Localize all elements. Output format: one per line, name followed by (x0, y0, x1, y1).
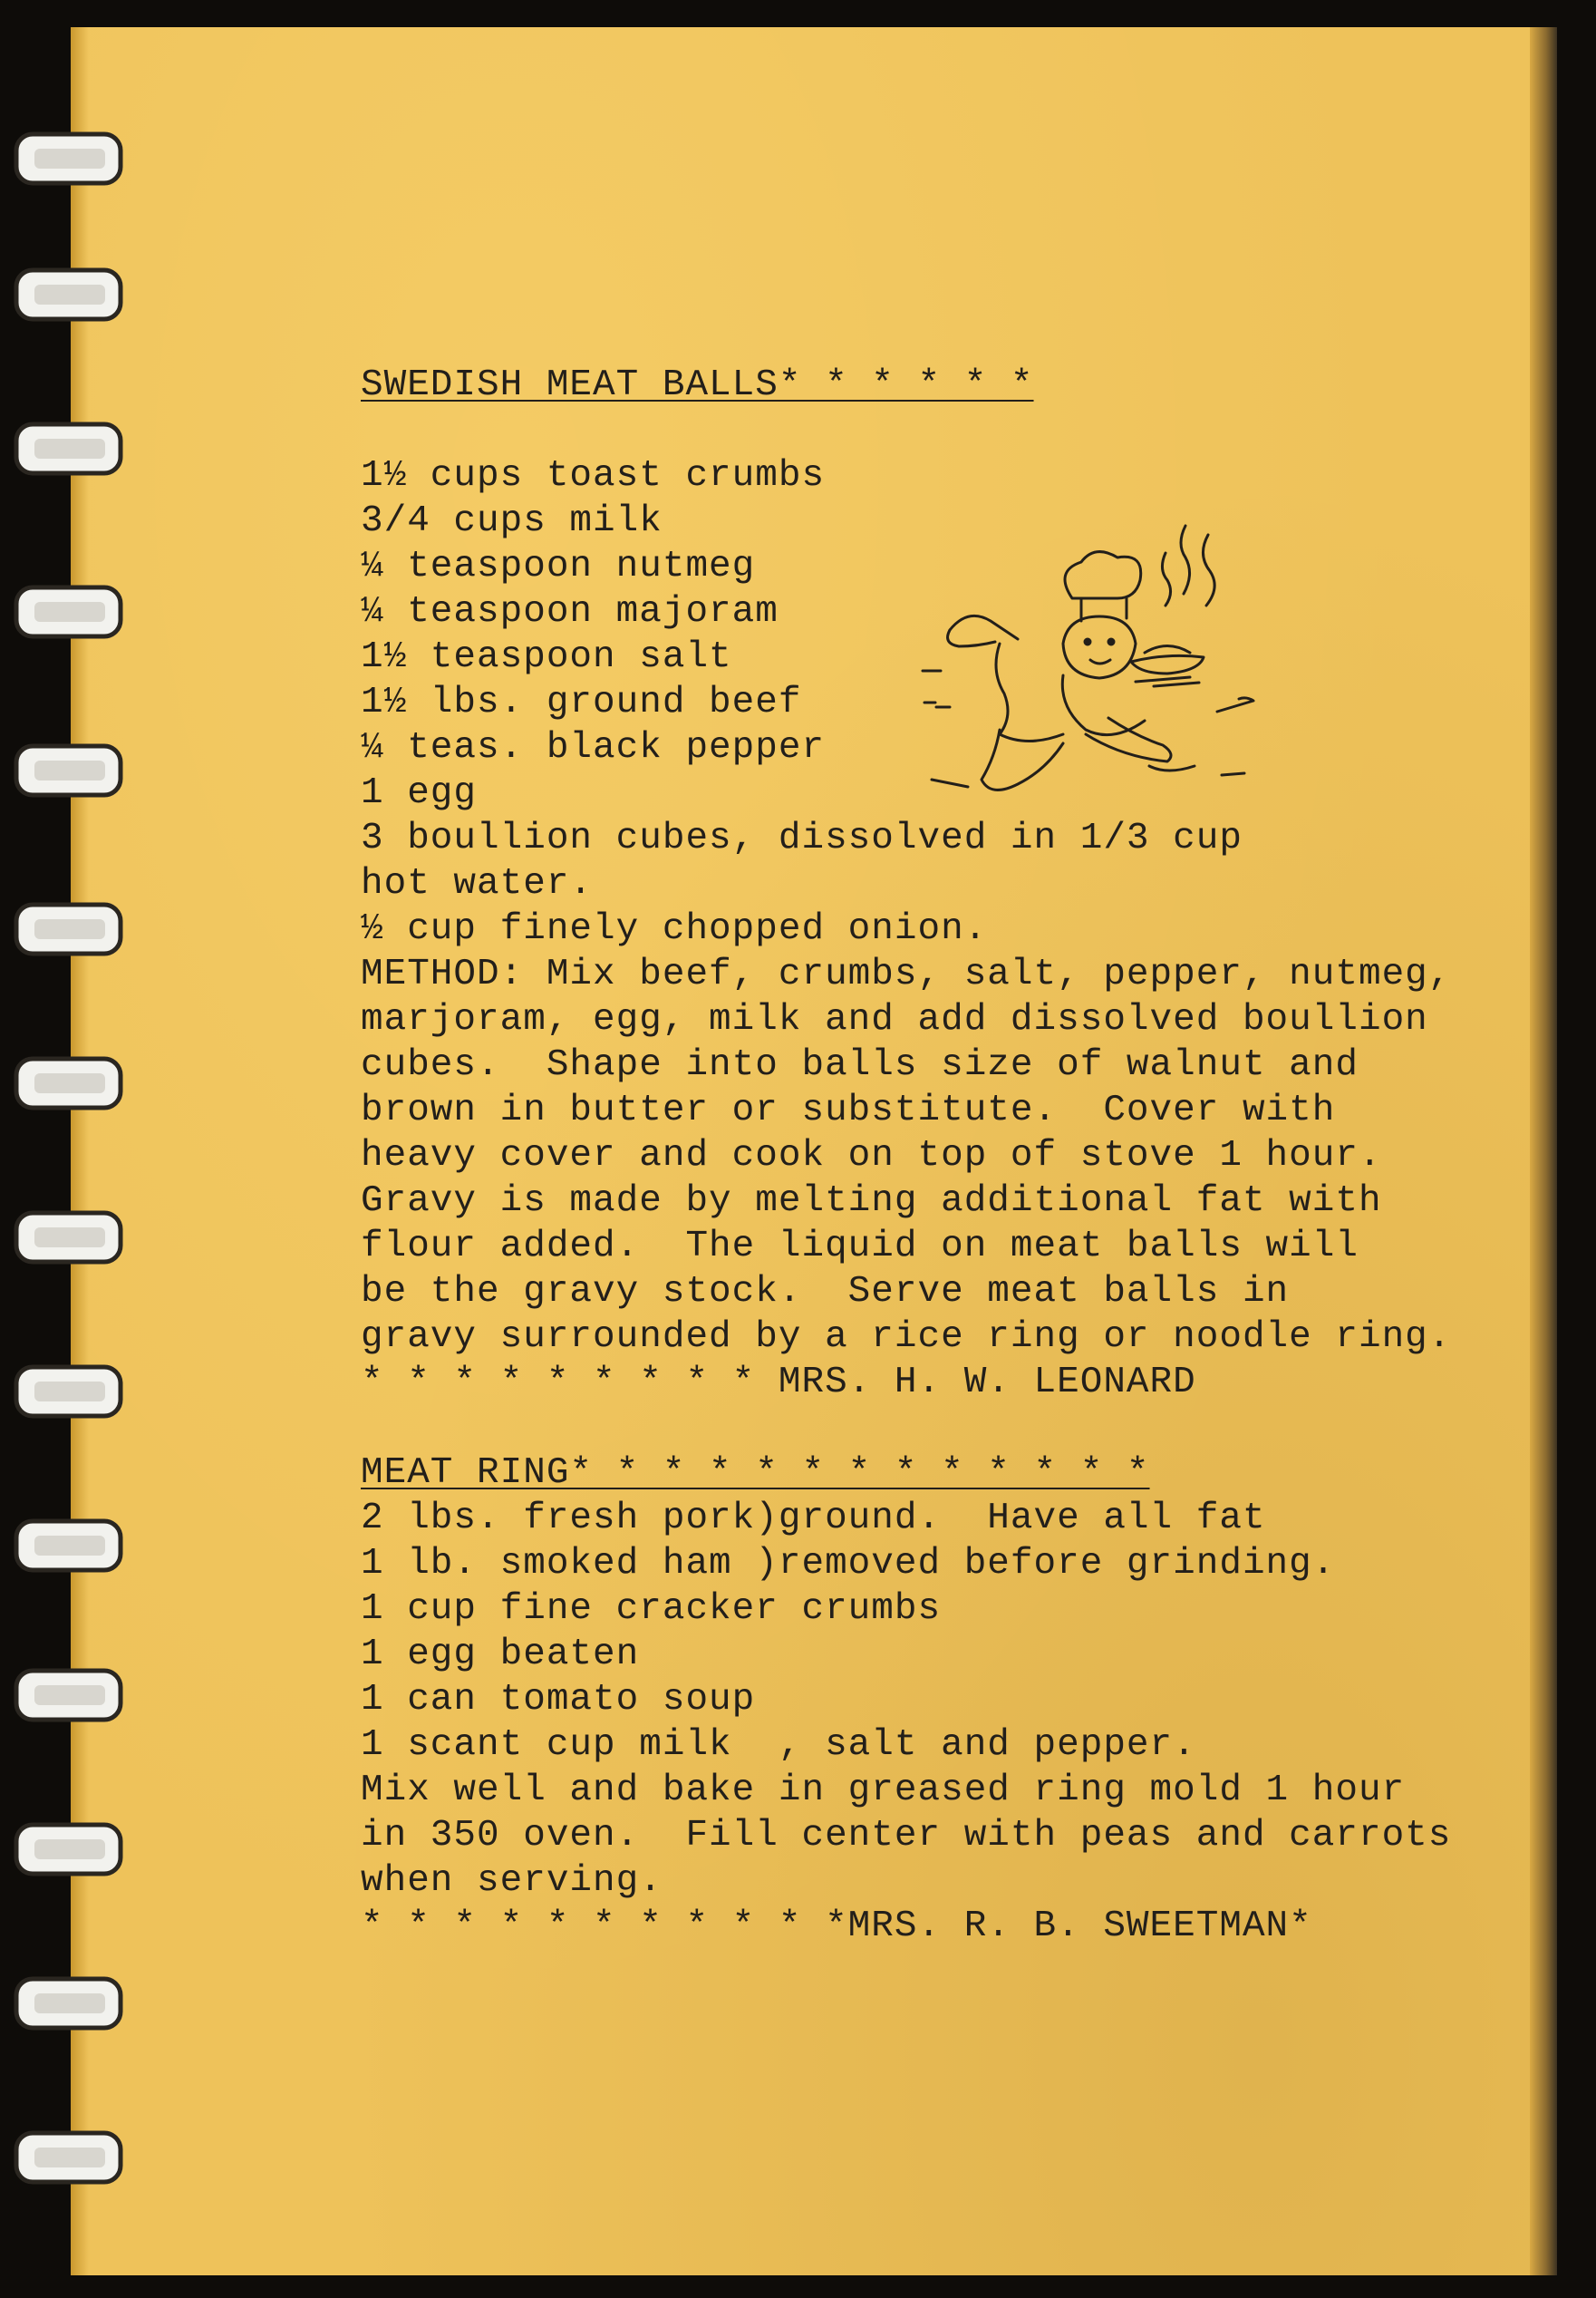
binding-ring-icon (7, 2126, 125, 2189)
binding-ring-icon (7, 1514, 125, 1577)
recipe-title-meat-ring: MEAT RING* * * * * * * * * * * * * (361, 1452, 1150, 1494)
recipe-line: flour added. The liquid on meat balls will (361, 1226, 1359, 1267)
recipe-line: 1½ teaspoon salt (361, 636, 732, 678)
recipe-line: 3 boullion cubes, dissolved in 1/3 cup (361, 818, 1243, 859)
recipe-signature-sweetman: * * * * * * * * * * *MRS. R. B. SWEETMAN* (361, 1905, 1312, 1947)
recipe-line: 1 lb. smoked ham )removed before grinding. (361, 1543, 1336, 1585)
binding-ring-icon (7, 1360, 125, 1423)
recipe-line: ½ cup finely chopped onion. (361, 908, 988, 950)
recipe-line: Gravy is made by melting additional fat with (361, 1180, 1382, 1222)
spacer (361, 1405, 1530, 1450)
recipe-line: heavy cover and cook on top of stove 1 hour. (361, 1135, 1382, 1177)
recipe-line: 1 egg (361, 772, 478, 814)
recipe-line: brown in butter or substitute. Cover with (361, 1090, 1336, 1131)
binding-ring-icon (7, 1818, 125, 1881)
recipe-line: hot water. (361, 863, 594, 905)
cookbook-page (71, 27, 1557, 2275)
page-gutter (71, 27, 89, 2275)
recipe-line: ¼ teaspoon majoram (361, 591, 779, 633)
recipe-line: METHOD: Mix beef, crumbs, salt, pepper, nutmeg, (361, 954, 1452, 995)
recipe-line: Mix well and bake in greased ring mold 1 hour (361, 1770, 1406, 1811)
recipe-line: 1½ lbs. ground beef (361, 682, 802, 723)
binding-ring-icon (7, 1052, 125, 1115)
recipe-line: cubes. Shape into balls size of walnut and (361, 1044, 1359, 1086)
binding-ring-icon (7, 1972, 125, 2035)
binding-ring-icon (7, 1663, 125, 1727)
binding-ring-icon (7, 897, 125, 961)
spacer (361, 408, 1530, 453)
binding-ring-icon (7, 417, 125, 480)
page-edge (1530, 27, 1557, 2275)
recipe-line: marjoram, egg, milk and add dissolved boullion (361, 999, 1428, 1041)
binding-ring-icon (7, 263, 125, 326)
recipe-line: 3/4 cups milk (361, 500, 663, 542)
recipe-line: in 350 oven. Fill center with peas and carrots (361, 1815, 1452, 1857)
recipe-line: 1½ cups toast crumbs (361, 455, 826, 497)
recipe-line: 1 cup fine cracker crumbs (361, 1588, 942, 1630)
recipe-line: when serving. (361, 1860, 663, 1902)
recipe-line: 1 scant cup milk , salt and pepper. (361, 1724, 1196, 1766)
binding-ring-icon (7, 127, 125, 190)
binding-ring-icon (7, 1206, 125, 1269)
recipe-line: 1 egg beaten (361, 1634, 640, 1675)
chef-carrying-dish-icon (914, 517, 1267, 816)
recipe-line: ¼ teaspoon nutmeg (361, 546, 756, 587)
binding-ring-icon (7, 580, 125, 644)
binding-ring-icon (7, 739, 125, 802)
recipe-signature-leonard: * * * * * * * * * MRS. H. W. LEONARD (361, 1362, 1196, 1403)
recipe-line: 1 can tomato soup (361, 1679, 756, 1721)
recipe-lines-meat-ring (361, 1496, 1530, 1904)
recipe-line: ¼ teas. black pepper (361, 727, 826, 769)
recipe-line: gravy surrounded by a rice ring or noodle ring. (361, 1316, 1452, 1358)
recipe-title-swedish-meat-balls: SWEDISH MEAT BALLS* * * * * * (361, 364, 1034, 406)
recipe-line: be the gravy stock. Serve meat balls in (361, 1271, 1290, 1313)
recipe-line: 2 lbs. fresh pork)ground. Have all fat (361, 1498, 1266, 1539)
